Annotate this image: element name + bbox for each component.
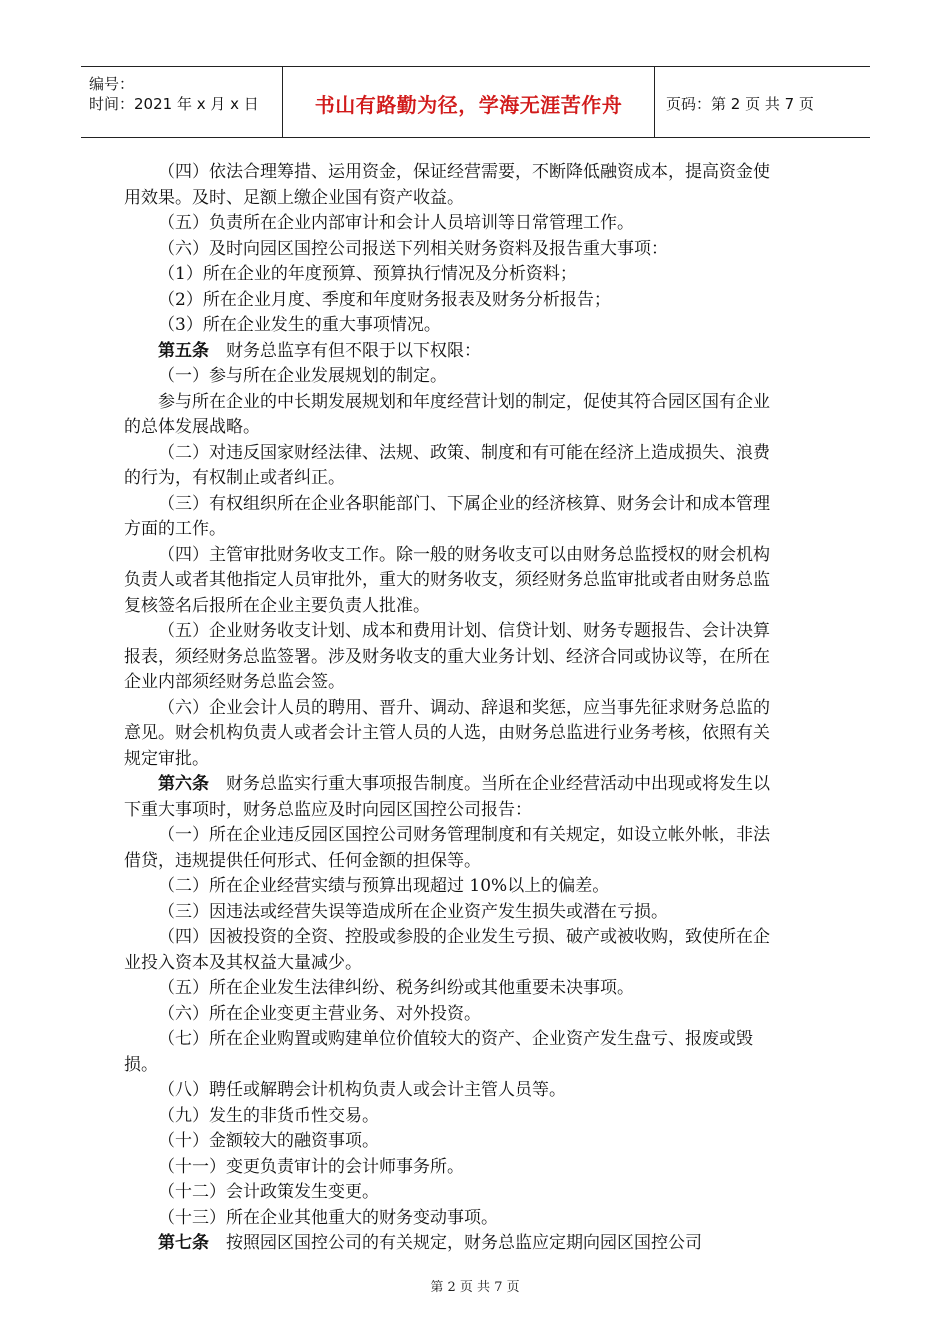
article-number: 第六条 xyxy=(158,774,209,794)
paragraph-text: （三）有权组织所在企业各职能部门、下属企业的经济核算、财务会计和成本管理方面的工作。 xyxy=(124,493,770,539)
body-paragraph xyxy=(124,1129,784,1155)
body-paragraph xyxy=(124,390,784,441)
body-paragraph xyxy=(124,619,784,696)
article-paragraph xyxy=(124,339,784,365)
paragraph-text: （二）对违反国家财经法律、法规、政策、制度和有可能在经济上造成损失、浪费的行为，有权制止或者纠正。 xyxy=(124,442,770,488)
body-paragraph xyxy=(124,925,784,976)
document-number-label: 编号： xyxy=(89,75,135,93)
paragraph-text: （六）所在企业变更主营业务、对外投资。 xyxy=(158,1003,481,1024)
body-paragraph xyxy=(124,976,784,1002)
article-paragraph xyxy=(124,772,784,823)
paragraph-text: 按照园区国控公司的有关规定，财务总监应定期向园区国控公司 xyxy=(226,1233,702,1253)
paragraph-text: （七）所在企业购置或购建单位价值较大的资产、企业资产发生盘亏、报废或毁损。 xyxy=(124,1029,753,1075)
header-page-cell xyxy=(656,67,870,137)
paragraph-text: （2）所在企业月度、季度和年度财务报表及财务分析报告； xyxy=(158,289,611,310)
paragraph-text: （二）所在企业经营实绩与预算出现超过 10%以上的偏差。 xyxy=(158,876,610,896)
body-paragraph xyxy=(124,441,784,492)
header-page-number: 页码：第 2 页 共 7 页 xyxy=(666,95,814,113)
header-meta-cell xyxy=(81,67,283,137)
paragraph-text: （八）聘任或解聘会计机构负责人或会计主管人员等。 xyxy=(158,1080,566,1100)
body-paragraph xyxy=(124,874,784,900)
paragraph-text: 参与所在企业的中长期发展规划和年度经营计划的制定，促使其符合园区国有企业的总体发展战略。 xyxy=(124,391,770,437)
paragraph-text: （1）所在企业的年度预算、预算执行情况及分析资料； xyxy=(158,264,577,284)
body-paragraph xyxy=(124,1027,784,1078)
paragraph-text: 财务总监实行重大事项报告制度。当所在企业经营活动中出现或将发生以下重大事项时，财务总监应及时向园区国控公司报告： xyxy=(124,774,770,820)
page-header xyxy=(81,66,870,138)
body-paragraph xyxy=(124,1180,784,1206)
paragraph-text: （四）主管审批财务收支工作。除一般的财务收支可以由财务总监授权的财会机构负责人或者其他指定人员审批外，重大的财务收支，须经财务总监审批或者由财务总监复核签名后报所在企业主要负责人批准。 xyxy=(124,544,770,616)
paragraph-text: （一）参与所在企业发展规划的制定。 xyxy=(158,366,447,386)
paragraph-text: （五）所在企业发生法律纠纷、税务纠纷或其他重要未决事项。 xyxy=(158,978,634,998)
body-paragraph xyxy=(124,262,784,288)
paragraph-text: （四）因被投资的全资、控股或参股的企业发生亏损、破产或被收购，致使所在企业投入资本及其权益大量减少。 xyxy=(124,927,770,973)
paragraph-text: （六）企业会计人员的聘用、晋升、调动、辞退和奖惩，应当事先征求财务总监的意见。财会机构负责人或者会计主管人员的人选，由财务总监进行业务考核，依照有关规定审批。 xyxy=(124,697,770,769)
paragraph-text: （十一）变更负责审计的会计师事务所。 xyxy=(158,1156,464,1177)
body-paragraph xyxy=(124,492,784,543)
page-footer: 第 2 页 共 7 页 xyxy=(430,1280,520,1295)
paragraph-text: （五）负责所在企业内部审计和会计人员培训等日常管理工作。 xyxy=(158,213,634,233)
body-paragraph xyxy=(124,160,784,211)
body-paragraph xyxy=(124,823,784,874)
header-motto-cell xyxy=(283,67,655,137)
body-paragraph xyxy=(124,1104,784,1130)
body-paragraph xyxy=(124,1002,784,1028)
article-paragraph xyxy=(124,1231,784,1257)
paragraph-text: （十二）会计政策发生变更。 xyxy=(158,1182,379,1202)
body-paragraph xyxy=(124,1206,784,1232)
paragraph-text: （十三）所在企业其他重大的财务变动事项。 xyxy=(158,1207,498,1228)
document-body xyxy=(124,160,784,1257)
paragraph-text: （三）因违法或经营失误等造成所在企业资产发生损失或潜在亏损。 xyxy=(158,901,668,922)
body-paragraph xyxy=(124,237,784,263)
document-date-label: 时间：2021 年 x 月 x 日 xyxy=(89,95,259,113)
body-paragraph xyxy=(124,900,784,926)
body-paragraph xyxy=(124,288,784,314)
header-motto: 书山有路勤为径，学海无涯苦作舟 xyxy=(314,93,623,117)
paragraph-text: （十）金额较大的融资事项。 xyxy=(158,1131,379,1151)
paragraph-text: （六）及时向园区国控公司报送下列相关财务资料及报告重大事项： xyxy=(158,238,668,259)
body-paragraph xyxy=(124,364,784,390)
body-paragraph xyxy=(124,313,784,339)
body-paragraph xyxy=(124,696,784,773)
paragraph-text: （九）发生的非货币性交易。 xyxy=(158,1105,379,1126)
body-paragraph xyxy=(124,1078,784,1104)
paragraph-text: （一）所在企业违反园区国控公司财务管理制度和有关规定，如设立帐外帐，非法借贷，违规提供任何形式、任何金额的担保等。 xyxy=(124,825,770,871)
article-number: 第五条 xyxy=(158,340,209,361)
body-paragraph xyxy=(124,1155,784,1181)
paragraph-text: （五）企业财务收支计划、成本和费用计划、信贷计划、财务专题报告、会计决算报表，须经财务总监签署。涉及财务收支的重大业务计划、经济合同或协议等，在所在企业内部须经财务总监会签。 xyxy=(124,621,770,692)
paragraph-text: （3）所在企业发生的重大事项情况。 xyxy=(158,315,441,335)
article-number: 第七条 xyxy=(158,1233,209,1253)
paragraph-text: 财务总监享有但不限于以下权限： xyxy=(226,340,481,361)
body-paragraph xyxy=(124,211,784,237)
body-paragraph xyxy=(124,543,784,620)
paragraph-text: （四）依法合理筹措、运用资金，保证经营需要，不断降低融资成本，提高资金使用效果。及时、足额上缴企业国有资产收益。 xyxy=(124,162,770,208)
